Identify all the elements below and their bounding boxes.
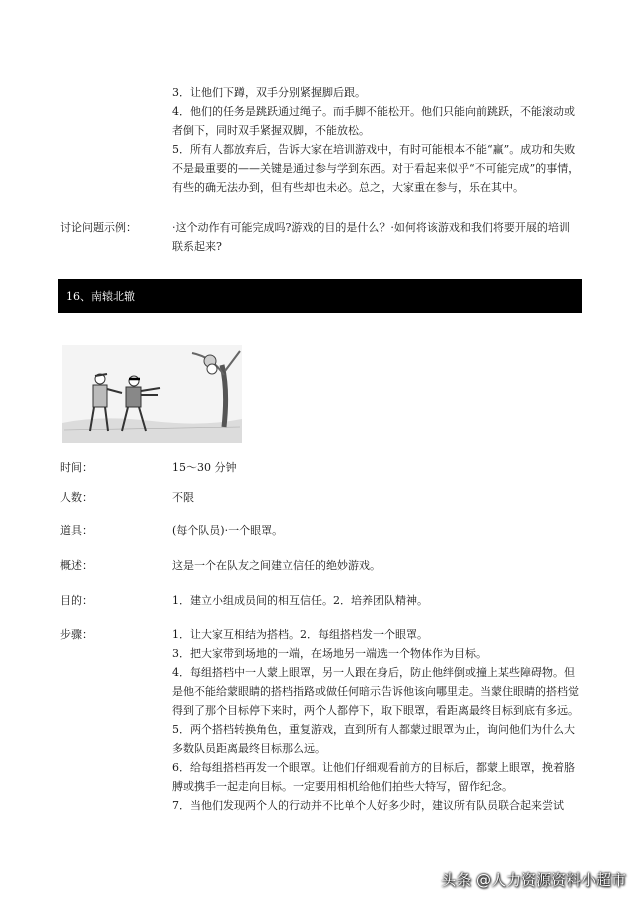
section-title: 16、南辕北辙: [66, 290, 135, 303]
step-item: 7．当他们发现两个人的行动并不比单个人好多少时，建议所有队员联合起来尝试: [172, 799, 564, 812]
watermark: 头条 @人力资源资料小超市: [441, 871, 626, 889]
props-label: 道具：: [60, 524, 93, 537]
people-label: 人数：: [60, 491, 93, 504]
step-item: 5．两个搭档转换角色，重复游戏，直到所有人都蒙过眼罩为止，询问他们为什么大多数队员距离最终目标那么远。: [172, 723, 575, 755]
people-value: 不限: [172, 491, 194, 504]
overview-value: 这是一个在队友之间建立信任的绝妙游戏。: [172, 559, 381, 572]
purpose-label: 目的：: [60, 594, 93, 607]
previous-game-steps: [172, 83, 582, 197]
step-item: 6．给每组搭档再发一个眼罩。让他们仔细观看前方的目标后，都蒙上眼罩，挽着胳膊或携手一起走向目标。一定要用相机给他们拍些大特写，留作纪念。: [172, 761, 575, 793]
steps-label: 步骤：: [60, 628, 93, 641]
props-value: (每个队员)·一个眼罩。: [172, 524, 284, 537]
discussion-text: ·这个动作有可能完成吗?游戏的目的是什么？·如何将该游戏和我们将要开展的培训联系起来?: [172, 221, 570, 253]
step-paragraph: 3．让他们下蹲，双手分别紧握脚后跟。: [172, 86, 366, 99]
discussion-label: 讨论问题示例：: [60, 221, 137, 234]
step-item: 1．让大家互相结为搭档。2．每组搭档发一个眼罩。: [172, 628, 428, 641]
time-value: 15～30 分钟: [172, 461, 237, 474]
section-header: [58, 279, 582, 313]
step-item: 4．每组搭档中一人蒙上眼罩，另一人跟在身后，防止他绊倒或撞上某些障碍物。但是他不能给蒙眼睛的搭档指路或做任何暗示告诉他该向哪里走。当蒙住眼睛的搭档觉得到了那个目标停下来时，两个人都停下，取下眼罩，看距离最终目标到底有多远。: [172, 666, 579, 717]
step-paragraph: 4．他们的任务是跳跃通过绳子。而手脚不能松开。他们只能向前跳跃，不能滚动或者倒下，同时双手紧握双脚，不能放松。: [172, 105, 575, 137]
step-item: 3．把大家带到场地的一端，在场地另一端选一个物体作为目标。: [172, 647, 487, 660]
illustration-image: [62, 345, 242, 443]
overview-label: 概述：: [60, 559, 93, 572]
time-label: 时间：: [60, 461, 93, 474]
purpose-value: 1．建立小组成员间的相互信任。2．培养团队精神。: [172, 594, 428, 607]
steps-list: [172, 625, 582, 815]
step-paragraph: 5．所有人都放弃后，告诉大家在培训游戏中，有时可能根本不能“赢”。成功和失败不是最重要的——关键是通过参与学到东西。对于看起来似乎“不可能完成”的事情，有些的确无法办到，但有些却也未必。总之，大家重在参与，乐在其中。: [172, 143, 580, 194]
